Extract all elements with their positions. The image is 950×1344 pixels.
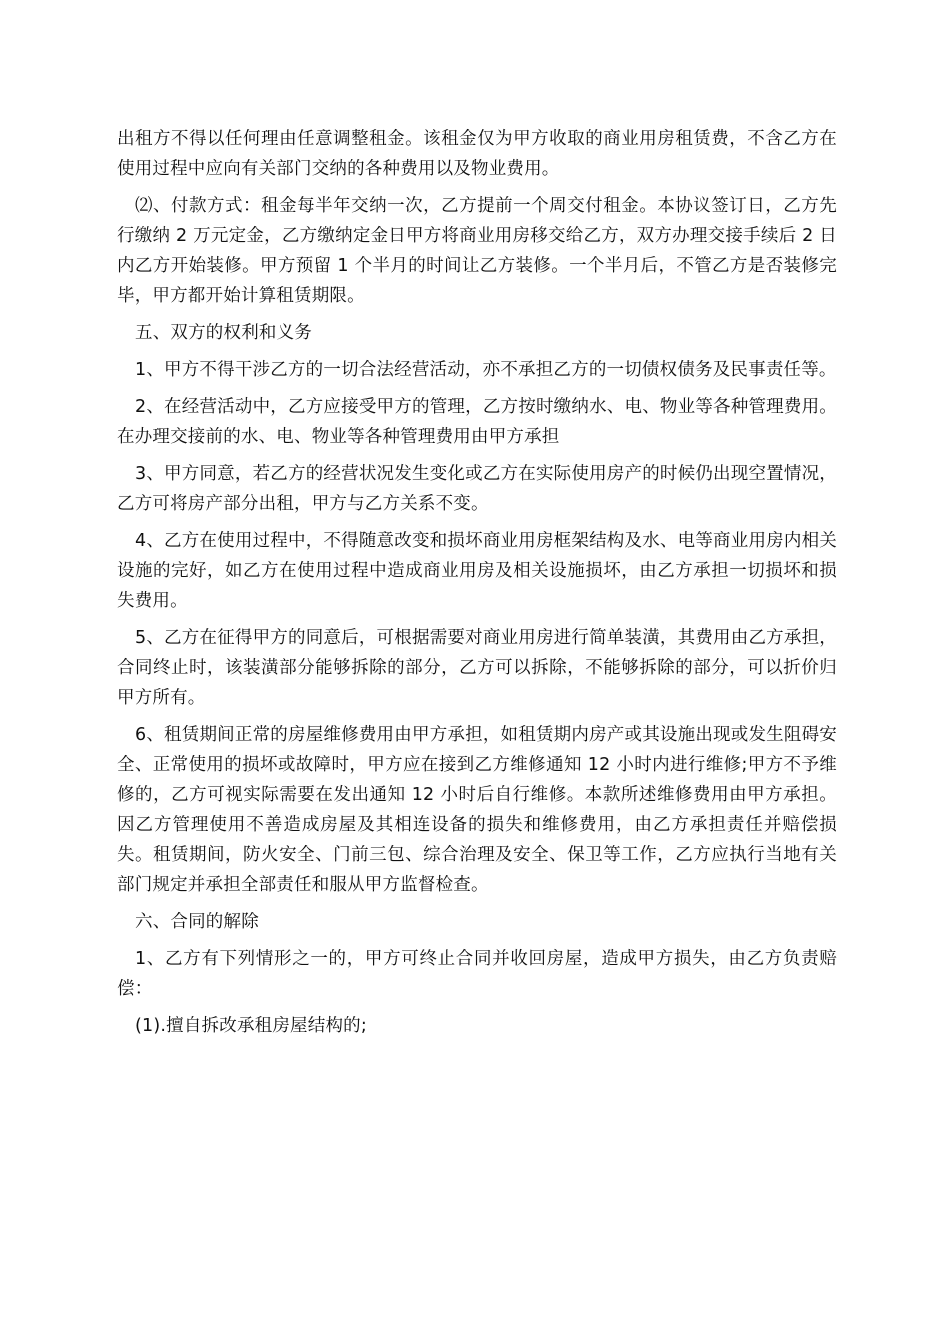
paragraph: ⑵、付款方式：租金每半年交纳一次，乙方提前一个周交付租金。本协议签订日，乙方先行缴纳 2 万元定金，乙方缴纳定金日甲方将商业用房移交给乙方，双方办理交接手续后 2 日内乙方开始装修。甲方预留 1 个半月的时间让乙方装修。一个半月后，不管乙方是否装修完毕，甲方都开始计算租赁期限。 bbox=[117, 196, 837, 306]
paragraph: 4、乙方在使用过程中，不得随意改变和损坏商业用房框架结构及水、电等商业用房内相关设施的完好，如乙方在使用过程中造成商业用房及相关设施损坏，由乙方承担一切损坏和损失费用。 bbox=[117, 531, 837, 611]
section-heading: 六、合同的解除 bbox=[135, 912, 259, 932]
paragraph: 6、租赁期间正常的房屋维修费用由甲方承担，如租赁期内房产或其设施出现或发生阻碍安全、正常使用的损坏或故障时，甲方应在接到乙方维修通知 12 小时内进行维修;甲方不予维修的，乙方可视实际需要在发出通知 12 小时后自行维修。本款所述维修费用由甲方承担。因乙方管理使用不善造成房屋及其相连设备的损失和维修费用，由乙方承担责任并赔偿损失。租赁期间，防火安全、门前三包、综合治理及安全、保卫等工作，乙方应执行当地有关部门规定并承担全部责任和服从甲方监督检查。 bbox=[117, 725, 837, 895]
paragraph: 3、甲方同意，若乙方的经营状况发生变化或乙方在实际使用房产的时候仍出现空置情况，乙方可将房产部分出租，甲方与乙方关系不变。 bbox=[117, 464, 837, 514]
document-body bbox=[117, 124, 837, 1048]
paragraph: 5、乙方在征得甲方的同意后，可根据需要对商业用房进行简单装潢，其费用由乙方承担，合同终止时，该装潢部分能够拆除的部分，乙方可以拆除，不能够拆除的部分，可以折价归甲方所有。 bbox=[117, 628, 837, 708]
paragraph: 1、乙方有下列情形之一的，甲方可终止合同并收回房屋，造成甲方损失，由乙方负责赔偿： bbox=[117, 949, 837, 999]
paragraph: 1、甲方不得干涉乙方的一切合法经营活动，亦不承担乙方的一切债权债务及民事责任等。 bbox=[135, 360, 837, 380]
section-heading: 五、双方的权利和义务 bbox=[135, 323, 312, 343]
paragraph: 出租方不得以任何理由任意调整租金。该租金仅为甲方收取的商业用房租赁费，不含乙方在使用过程中应向有关部门交纳的各种费用以及物业费用。 bbox=[117, 129, 837, 179]
list-item: (1).擅自拆改承租房屋结构的; bbox=[135, 1016, 367, 1036]
paragraph: 2、在经营活动中，乙方应接受甲方的管理，乙方按时缴纳水、电、物业等各种管理费用。在办理交接前的水、电、物业等各种管理费用由甲方承担 bbox=[117, 397, 837, 447]
